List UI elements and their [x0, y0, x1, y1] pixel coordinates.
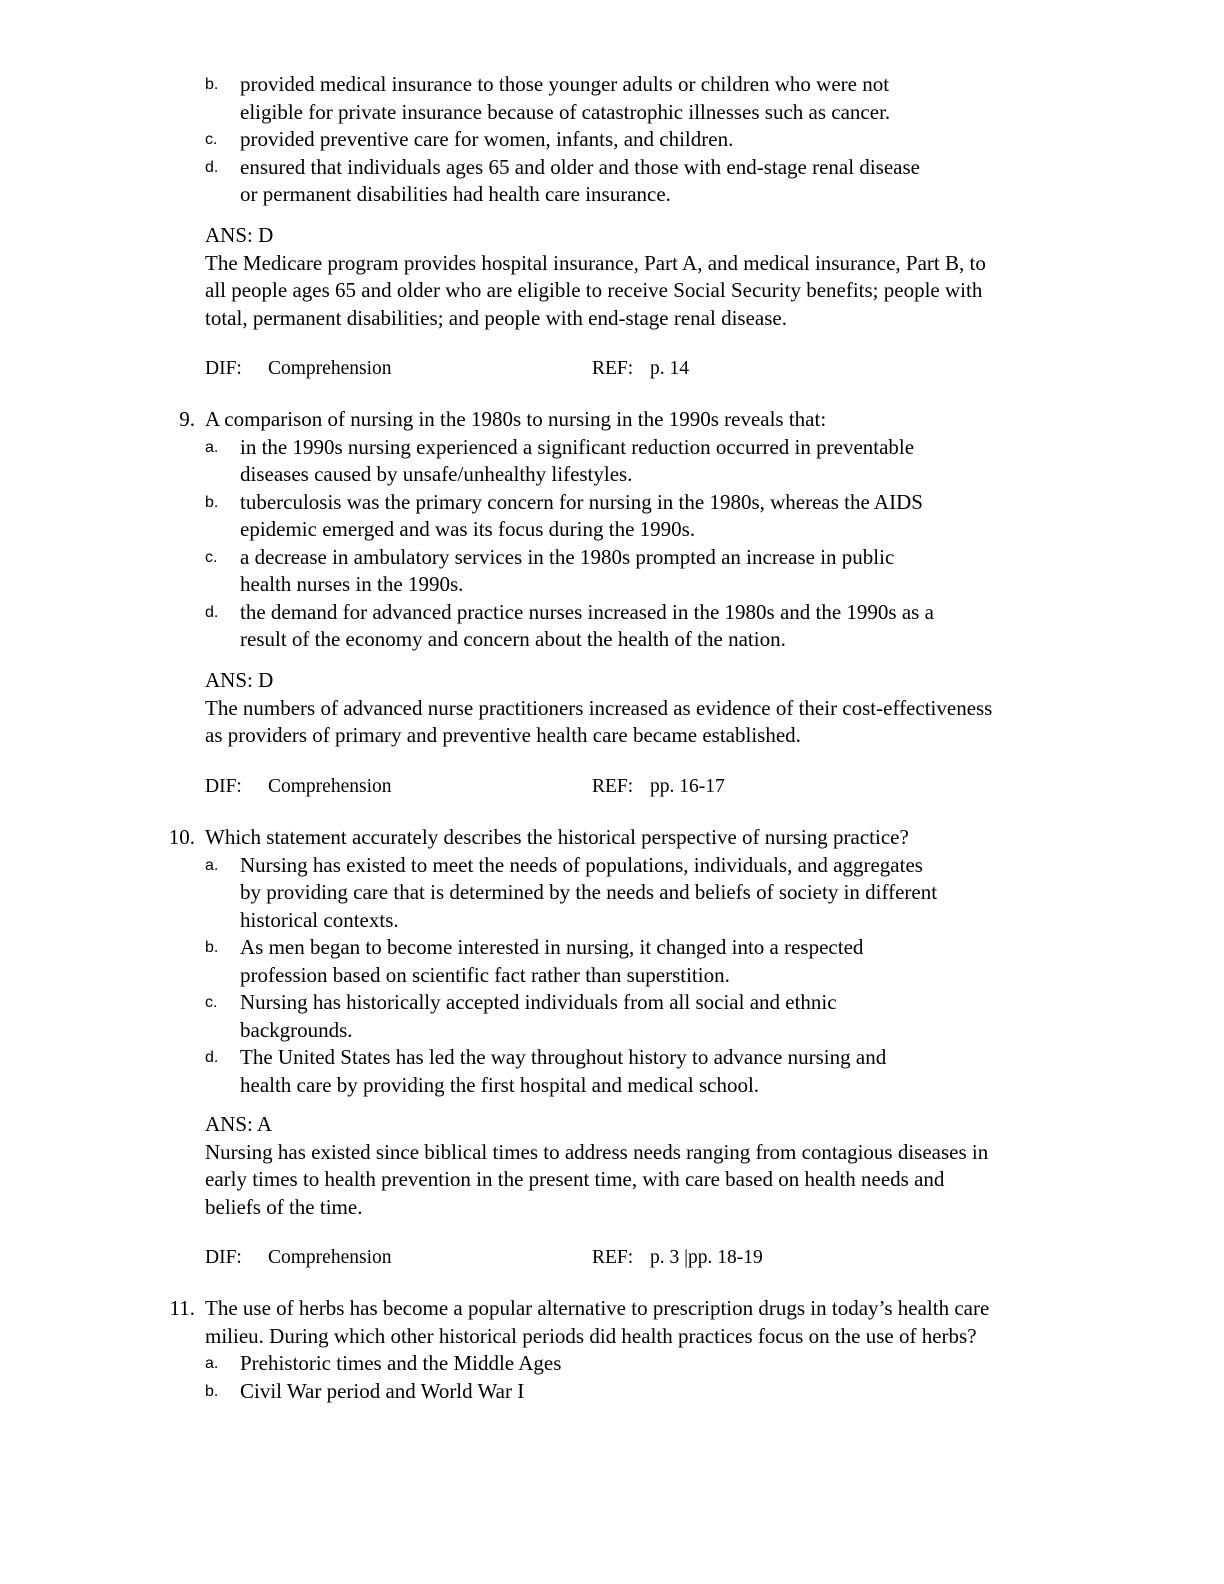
option-text-line: Prehistoric times and the Middle Ages: [240, 1351, 562, 1375]
option-text-line: epidemic emerged and was its focus during the 1990s.: [240, 517, 696, 541]
difficulty-label: DIF:: [205, 776, 242, 797]
question-stem: [160, 824, 1120, 852]
rationale-line: beliefs of the time.: [205, 1194, 363, 1219]
prev-question-answer: [160, 222, 1120, 332]
answer-key: ANS: D: [205, 668, 274, 692]
option-a: [160, 852, 1120, 935]
option-text-line: The United States has led the way throughout history to advance nursing and: [240, 1045, 887, 1069]
question-stem-line: The use of herbs has become a popular alternative to prescription drugs in today’s health care: [205, 1296, 990, 1320]
option-text-line: provided preventive care for women, infants, and children.: [240, 127, 734, 151]
difficulty-label: DIF:: [205, 358, 242, 379]
option-letter: b.: [205, 76, 219, 93]
question-stem-line: Which statement accurately describes the historical perspective of nursing practice?: [205, 825, 909, 849]
question-11: [160, 1295, 1120, 1405]
option-letter: d.: [205, 603, 219, 621]
question-10: [160, 824, 1120, 1099]
option-text-line: diseases caused by unsafe/unhealthy lifestyles.: [240, 462, 633, 486]
difficulty-value: Comprehension: [268, 358, 392, 379]
question-stem: [160, 406, 1120, 434]
option-letter: d.: [205, 158, 219, 176]
option-b: [160, 934, 1120, 989]
option-text-line: Nursing has existed to meet the needs of populations, individuals, and aggregates: [240, 852, 923, 877]
reference-value: p. 14: [650, 358, 689, 379]
answer-key: ANS: D: [205, 223, 274, 247]
option-text-line: health nurses in the 1990s.: [240, 572, 464, 596]
question-10-answer: [160, 1111, 1120, 1221]
option-letter: b.: [205, 493, 219, 511]
option-text-line: provided medical insurance to those younger adults or children who were not: [240, 72, 890, 96]
option-text-line: eligible for private insurance because of catastrophic illnesses such as cancer.: [240, 99, 891, 124]
option-text-line: historical contexts.: [240, 907, 399, 932]
option-letter: a.: [205, 1355, 219, 1372]
option-b: [160, 489, 1120, 544]
option-text-line: backgrounds.: [240, 1017, 353, 1042]
question-number: 9.: [179, 407, 195, 431]
option-a: [160, 1350, 1120, 1378]
option-text-line: result of the economy and concern about the health of the nation.: [240, 627, 786, 651]
rationale-line: all people ages 65 and older who are eligible to receive Social Security benefits; people with: [205, 278, 983, 302]
option-text-line: profession based on scientific fact rather than superstition.: [240, 962, 730, 987]
option-letter: b.: [205, 1382, 219, 1400]
option-text-line: a decrease in ambulatory services in the 1980s prompted an increase in public: [240, 544, 895, 569]
option-letter: a.: [205, 856, 219, 874]
option-d: [160, 599, 1120, 654]
difficulty-value: Comprehension: [268, 776, 392, 797]
question-9-meta: [160, 773, 1120, 801]
question-stem-line: A comparison of nursing in the 1980s to nursing in the 1990s reveals that:: [205, 407, 827, 431]
option-c: [160, 544, 1120, 599]
reference-label: REF:: [592, 358, 634, 379]
difficulty-label: DIF:: [205, 1247, 242, 1268]
question-number: 10.: [168, 825, 195, 849]
rationale-line: Nursing has existed since biblical times to address needs ranging from contagious diseases in: [205, 1139, 989, 1164]
option-letter: c.: [205, 994, 218, 1011]
question-stem-line: milieu. During which other historical periods did health practices focus on the use of herbs?: [205, 1323, 977, 1348]
option-letter: a.: [205, 438, 219, 456]
option-text-line: Nursing has historically accepted individuals from all social and ethnic: [240, 990, 837, 1014]
option-c: [160, 989, 1120, 1044]
reference-value: p. 3 |pp. 18-19: [650, 1247, 763, 1268]
option-letter: d.: [205, 1049, 219, 1066]
reference-value: pp. 16-17: [650, 776, 725, 797]
prev-question-meta: [160, 355, 1120, 383]
rationale-line: total, permanent disabilities; and people with end-stage renal disease.: [205, 305, 787, 330]
question-10-meta: [160, 1244, 1120, 1272]
option-b: [160, 1378, 1120, 1406]
question-9: [160, 406, 1120, 654]
rationale-line: early times to health prevention in the present time, with care based on health needs and: [205, 1167, 945, 1191]
rationale-line: as providers of primary and preventive health care became established.: [205, 723, 801, 747]
option-letter: c.: [205, 548, 218, 566]
option-b: [160, 71, 1120, 126]
option-text-line: tuberculosis was the primary concern for nursing in the 1980s, whereas the AIDS: [240, 489, 923, 514]
option-text-line: health care by providing the first hospital and medical school.: [240, 1072, 760, 1097]
option-text-line: As men began to become interested in nursing, it changed into a respected: [240, 935, 864, 959]
prev-question-options: [160, 71, 1120, 209]
option-letter: b.: [205, 939, 219, 956]
answer-key: ANS: A: [205, 1112, 273, 1136]
rationale-line: The Medicare program provides hospital insurance, Part A, and medical insurance, Part B, to: [205, 250, 986, 275]
reference-label: REF:: [592, 1247, 634, 1268]
option-text-line: by providing care that is determined by the needs and beliefs of society in different: [240, 880, 938, 904]
option-d: [160, 1044, 1120, 1099]
option-text-line: the demand for advanced practice nurses increased in the 1980s and the 1990s as a: [240, 599, 934, 624]
question-9-answer: [160, 667, 1120, 750]
question-number: 11.: [169, 1296, 195, 1320]
reference-label: REF:: [592, 776, 634, 797]
option-text-line: ensured that individuals ages 65 and older and those with end-stage renal disease: [240, 154, 920, 179]
option-letter: c.: [205, 131, 218, 148]
option-a: [160, 434, 1120, 489]
option-d: [160, 154, 1120, 209]
difficulty-value: Comprehension: [268, 1247, 392, 1268]
rationale-line: The numbers of advanced nurse practitioners increased as evidence of their cost-effectiveness: [205, 695, 993, 720]
option-text-line: in the 1990s nursing experienced a significant reduction occurred in preventable: [240, 434, 915, 459]
option-text-line: or permanent disabilities had health care insurance.: [240, 182, 671, 206]
question-stem: [160, 1295, 1120, 1350]
option-c: [160, 126, 1120, 154]
option-text-line: Civil War period and World War I: [240, 1378, 525, 1403]
